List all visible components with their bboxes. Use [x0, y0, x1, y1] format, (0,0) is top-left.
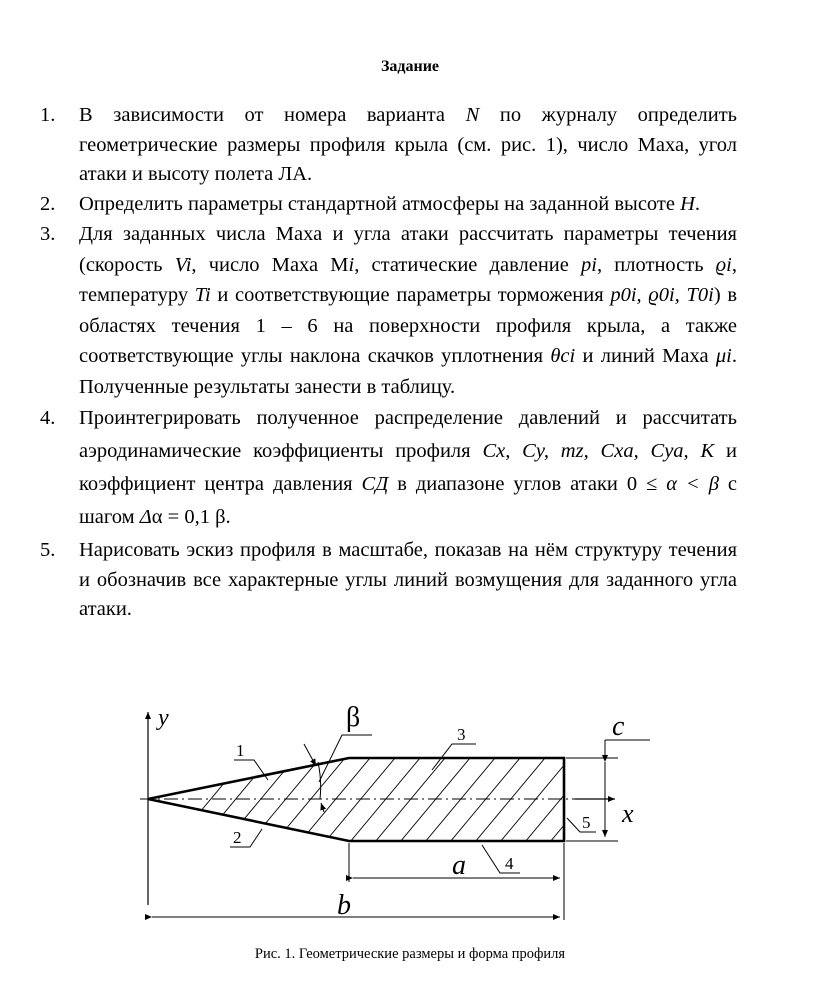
task-item-4: 4. Проинтегрировать полученное распределение давлений и рассчитать аэродинамические коэффициенты профиля Cx, Cy, mz, Cxa, Cya, K и коэффициент центра давления CД в диапазоне углов атаки 0 ≤ α < β с шагом Δα = 0,1 β. — [40, 402, 737, 534]
task-item-3: 3. Для заданных числа Маха и угла атаки рассчитать параметры течения (скорость Vi, число Маха Мi, статические давление pi, плотность ϱi, температуру Ti и соответствующие параметры торможения p0i, ϱ0i, T0i) в областях течения 1 – 6 на поверхности профиля крыла, а также соответствующие углы наклона скачков уплотнения θci и линий Маха μi. Полученные результаты занести в таблицу. — [40, 219, 737, 402]
beta-label: β — [346, 702, 361, 733]
task-item-1: 1. В зависимости от номера варианта N по журналу определить геометрические размеры профиля крыла (см. рис. 1), число Маха, угол атаки и высоту полета ЛА. — [40, 101, 737, 190]
dimension-a-label: a — [452, 850, 466, 881]
x-axis-label: x — [622, 799, 634, 828]
task-number: 5. — [40, 539, 56, 561]
task-item-2: 2. Определить параметры стандартной атмосферы на заданной высоте H. — [40, 190, 737, 220]
task-list — [40, 101, 737, 625]
dimension-b-label: b — [337, 890, 351, 921]
task-number: 3. — [40, 223, 56, 245]
task-number: 1. — [40, 104, 56, 126]
region-label-5: 5 — [582, 813, 591, 832]
dimension-c-label: c — [612, 711, 625, 742]
task-item-5: 5. Нарисовать эскиз профиля в масштабе, показав на нём структуру течения и обозначив все характерные углы линий возмущения для заданного угла атаки. — [40, 536, 737, 625]
page-title: Задание — [380, 58, 440, 75]
task-number: 2. — [40, 192, 56, 215]
wing-profile-figure — [125, 695, 650, 940]
y-axis-label: y — [158, 705, 169, 731]
region-label-4: 4 — [505, 854, 514, 873]
region-label-1: 1 — [236, 741, 245, 760]
task-number: 4. — [40, 407, 56, 429]
region-label-2: 2 — [233, 828, 242, 847]
region-label-3: 3 — [457, 725, 466, 744]
figure-caption: Рис. 1. Геометрические размеры и форма профиля — [254, 946, 566, 962]
